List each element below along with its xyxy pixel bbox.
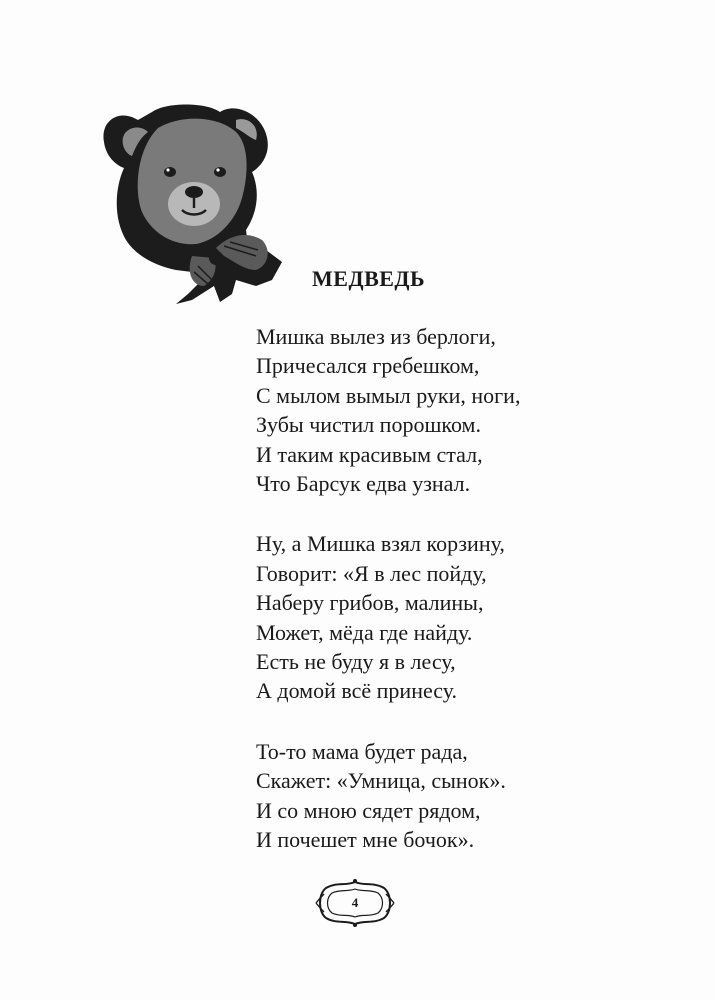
poem-title: МЕДВЕДЬ	[312, 266, 426, 291]
poem-line: Что Барсук едва узнал.	[256, 471, 471, 497]
poem-body	[256, 322, 676, 886]
poem-line: Зубы чистил порошком.	[256, 412, 481, 438]
teddy-bear-icon	[96, 80, 296, 310]
poem-line: Наберу грибов, малины,	[256, 590, 484, 616]
poem-line: И таким красивым стал,	[256, 441, 483, 467]
stanza	[256, 737, 676, 855]
poem-line: Может, мёда где найду.	[256, 619, 473, 645]
poem-line: Есть не буду я в лесу,	[256, 649, 456, 675]
poem-line: И со мною сядет рядом,	[256, 797, 481, 823]
page-number: 4	[351, 895, 359, 910]
poem-line: Говорит: «Я в лес пойду,	[256, 560, 487, 586]
poem-line: Скажет: «Умница, сынок».	[256, 768, 506, 794]
poem-line: А домой всё принесу.	[256, 678, 458, 704]
poem-line: Причесался гребешком,	[256, 353, 480, 379]
poem-line: Мишка вылез из берлоги,	[256, 324, 496, 349]
poem-line: Ну, а Мишка взял корзину,	[256, 531, 505, 557]
poem-line: С мылом вымыл руки, ноги,	[256, 382, 521, 408]
stanza	[256, 529, 676, 705]
poem-line: То-то мама будет рада,	[256, 738, 468, 764]
stanza	[256, 322, 676, 498]
poem-line: И почешет мне бочок».	[256, 827, 475, 853]
